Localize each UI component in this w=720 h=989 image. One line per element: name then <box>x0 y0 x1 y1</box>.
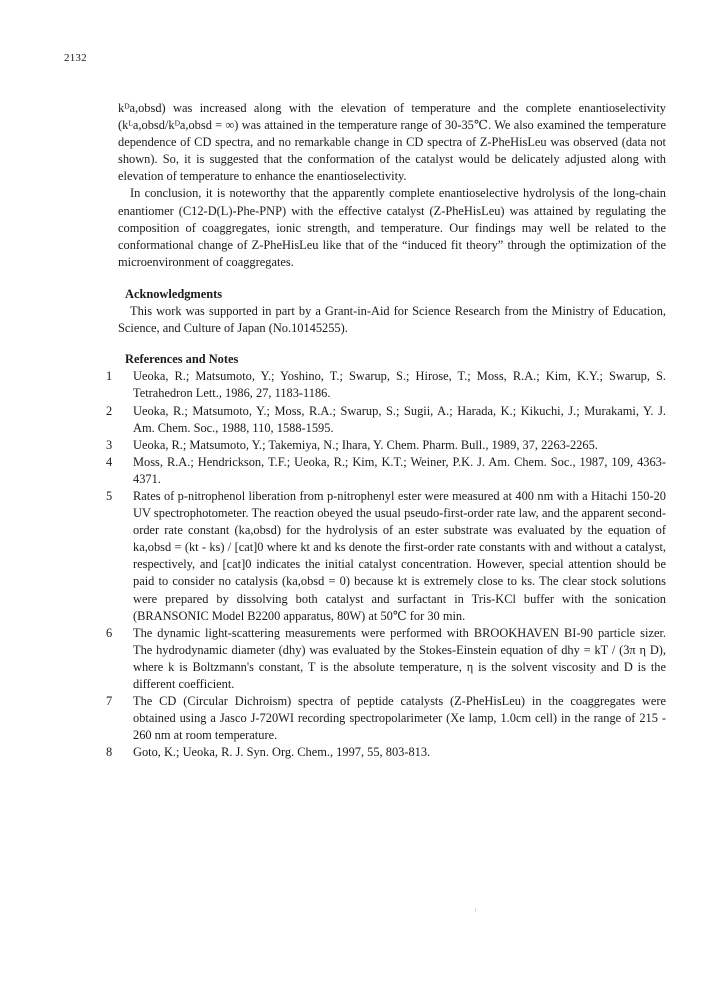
reference-text: Rates of p-nitrophenol liberation from p-nitrophenyl ester were measured at 400 nm with a Hitachi 150-20 UV spectrophotometer. The reaction obeyed the usual pseudo-first-order rate law, and the apparent second-order rate constant (ka,obsd) for the hydrolysis of an ester substrate was evaluated by the equation of ka,obsd = (kt - ks) / [cat]0 where kt and ks denote the first-order rate constants with and without a catalyst, respectively, and [cat]0 indicates the initial catalyst concentration. However, special attention should be paid to consider no catalysis (ka,obsd = 0) because kt is extremely close to ks. The clear stock solutions were prepared by dissolving both catalyst and surfactant in Tris-KCl buffer with the sonication (BRANSONIC Model B2200 apparatus, 80W) at 50℃ for 30 min. <box>133 488 666 623</box>
reference-list <box>106 368 666 761</box>
reference-text: Ueoka, R.; Matsumoto, Y.; Moss, R.A.; Swarup, S.; Sugii, A.; Harada, K.; Kikuchi, J.; Murakami, Y. J. Am. Chem. Soc., 1988, 110, 1588-1595. <box>133 403 666 435</box>
reference-item <box>106 437 666 454</box>
acknowledgments-heading: Acknowledgments <box>125 286 223 301</box>
paragraph-conclusion: In conclusion, it is noteworthy that the apparently complete enantioselective hydrolysis of the long-chain enantiomer (C12-D(L)-Phe-PNP) with the effective catalyst (Z-PheHisLeu) was attained by regulating the composition of coaggregates, ionic strength, and temperature. Our findings may well be related to the conformational change of Z-PheHisLeu like that of the “induced fit theory” through the optimization of the microenvironment of coaggregates. <box>118 186 666 269</box>
reference-number: 2 <box>106 403 113 418</box>
reference-text: Moss, R.A.; Hendrickson, T.F.; Ueoka, R.; Kim, K.T.; Weiner, P.K. J. Am. Chem. Soc., 1987, 109, 4363-4371. <box>133 454 666 486</box>
reference-item <box>106 625 666 693</box>
reference-text: Ueoka, R.; Matsumoto, Y.; Yoshino, T.; Swarup, S.; Hirose, T.; Moss, R.A.; Kim, K.Y.; Swarup, S. Tetrahedron Lett., 1986, 27, 1183-1186. <box>133 369 666 401</box>
reference-number: 4 <box>106 454 113 469</box>
reference-item <box>106 454 666 488</box>
reference-item <box>106 488 666 625</box>
acknowledgments-text: This work was supported in part by a Grant-in-Aid for Science Research from the Ministry of Education, Science, and Culture of Japan (No.10145255). <box>118 304 666 336</box>
reference-item <box>106 368 666 402</box>
reference-number: 3 <box>106 437 113 452</box>
reference-text: The CD (Circular Dichroism) spectra of peptide catalysts (Z-PheHisLeu) in the coaggregates were obtained using a Jasco J-720WI recording spectropolarimeter (Xe lamp, 1.0cm cell) in the range of 215 - 260 nm at room temperature. <box>133 694 666 743</box>
reference-number: 8 <box>106 745 113 760</box>
reference-number: 5 <box>106 488 113 503</box>
article-body <box>106 100 666 761</box>
reference-text: The dynamic light-scattering measurements were performed with BROOKHAVEN BI-90 particle sizer. The hydrodynamic diameter (dhy) was evaluated by the Stokes-Einstein equation of dhy = kT / (3π η D), where k is Boltzmann's constant, T is the absolute temperature, η is the solvent viscosity and D is the different coefficient. <box>133 625 666 691</box>
reference-number: 1 <box>106 369 113 384</box>
reference-number: 6 <box>106 625 113 640</box>
reference-item <box>106 693 666 744</box>
paragraph-temperature-effect: kᴰa,obsd) was increased along with the elevation of temperature and the complete enantioselectivity (kᴸa,obsd/kᴰa,obsd = ∞) was attained in the temperature range of 30-35℃. We also examined the temperature dependence of CD spectra, and no remarkable change in CD spectra of Z-PheHisLeu was observed (data not shown). So, it is suggested that the conformation of the catalyst would be delicately adjusted along with elevation of temperature to enhance the enantioselectivity. <box>118 101 666 184</box>
references-heading: References and Notes <box>125 352 239 367</box>
scan-artifact <box>475 908 476 912</box>
reference-text: Ueoka, R.; Matsumoto, Y.; Takemiya, N.; Ihara, Y. Chem. Pharm. Bull., 1989, 37, 2263-2265. <box>133 437 598 452</box>
reference-text: Goto, K.; Ueoka, R. J. Syn. Org. Chem., 1997, 55, 803-813. <box>133 745 431 760</box>
page-number: 2132 <box>64 52 87 64</box>
reference-item <box>106 744 666 761</box>
reference-number: 7 <box>106 694 113 709</box>
reference-item <box>106 403 666 437</box>
